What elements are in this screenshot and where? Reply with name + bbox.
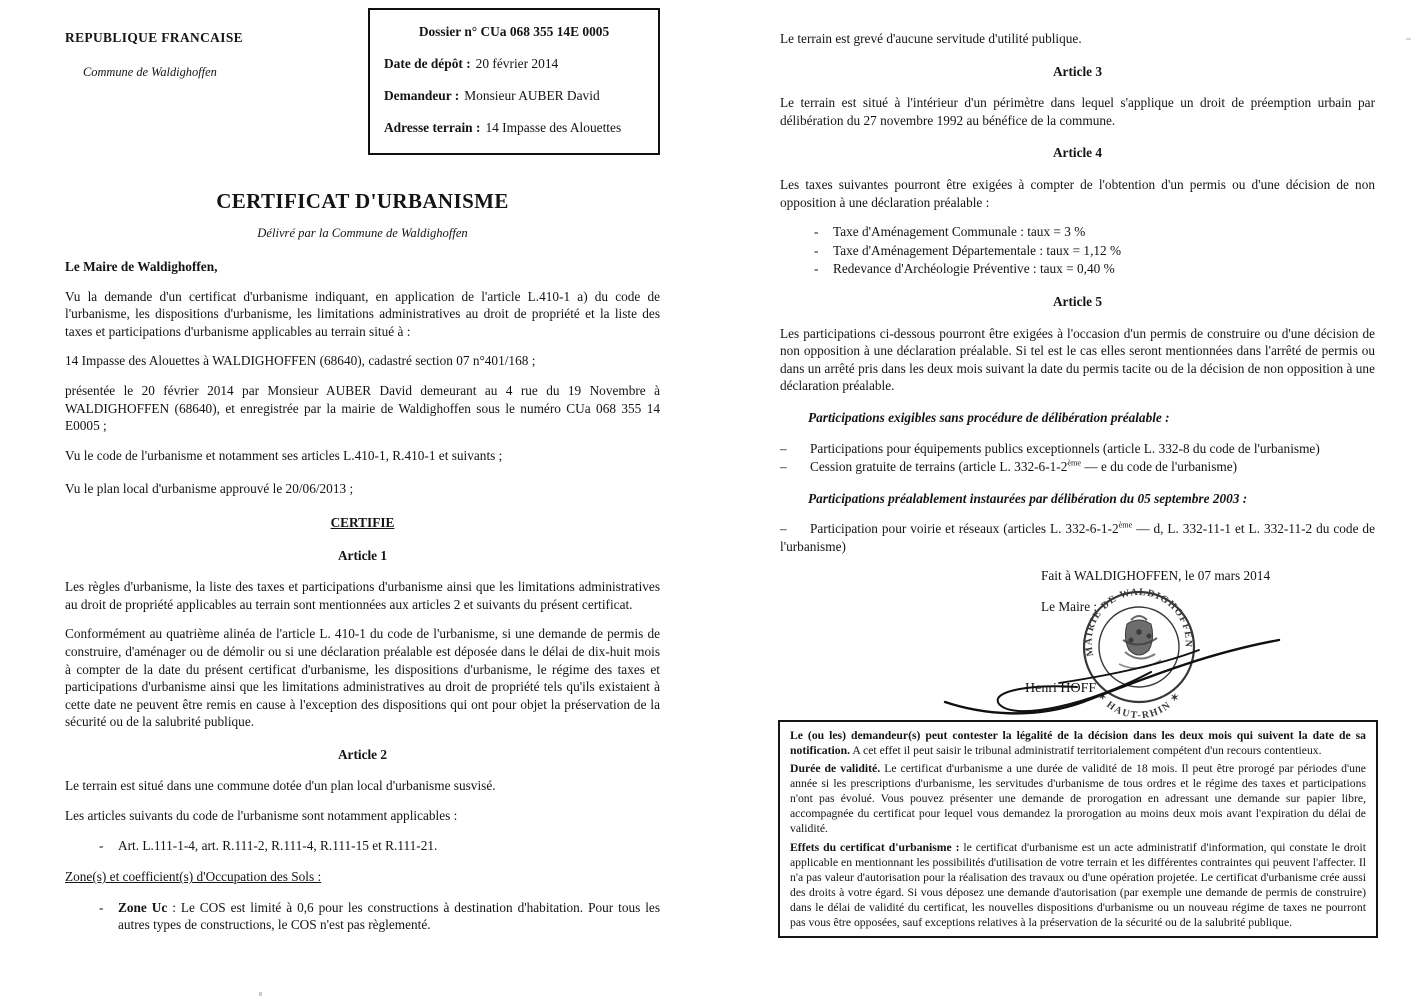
participation-item-voirie: [780, 520, 1375, 555]
republic-block: [65, 30, 325, 80]
zones-cos-heading: Zone(s) et coefficient(s) d'Occupation des Sols :: [65, 869, 322, 885]
date-depot-label: Date de dépôt :: [384, 56, 471, 71]
republic-heading: REPUBLIQUE FRANCAISE: [65, 30, 244, 45]
article4-paragraph: Les taxes suivantes pourront être exigées à compter de l'obtention d'un permis ou d'une décision de non opposition à une déclaration préalable :: [780, 176, 1375, 210]
article2-heading: Article 2: [337, 746, 388, 762]
dossier-info-box: [368, 8, 660, 155]
seal-ring-bottom-text: ✶ HAUT-RHIN ✶: [1094, 689, 1184, 722]
zone-uc-item: [65, 899, 660, 934]
demandeur-value: Monsieur AUBER David: [464, 88, 600, 103]
adresse-terrain-label: Adresse terrain :: [384, 120, 481, 135]
tax-item-text: Taxe d'Aménagement Départementale : taux = 1,12 %: [833, 242, 1122, 258]
articles-item-text: Art. L.111-1-4, art. R.111-2, R.111-4, R.111-15 et R.111-21.: [118, 837, 438, 853]
notice-contestation-paragraph: [790, 729, 1366, 759]
date-depot-value: 20 février 2014: [475, 56, 559, 71]
notice-contestation-bold: Le (ou les) demandeur(s) peut contester la légalité de la décision dans les deux mois qui suivent la date de sa notification.: [790, 728, 1366, 757]
endash-bullet: –: [780, 459, 787, 475]
dossier-number: Dossier n° CUa 068 355 14E 0005: [418, 24, 610, 39]
zone-uc-label: Zone Uc: [118, 899, 168, 915]
notice-effets-label: Effets du certificat d'urbanisme :: [790, 841, 960, 854]
paragraph-vu-plan: Vu le plan local d'urbanisme approuvé le 20/06/2013 ;: [65, 481, 354, 497]
participation-item-equipements: [780, 440, 1375, 458]
paragraph-terrain-adresse: 14 Impasse des Alouettes à WALDIGHOFFEN (68640), cadastré section 07 n°401/168 ;: [65, 353, 536, 369]
legal-notice-box: [778, 720, 1378, 939]
page-2: [711, 0, 1422, 1000]
notice-duree-paragraph: [790, 762, 1366, 837]
demandeur-label: Demandeur :: [384, 88, 460, 103]
participation-item-text-pre: Cession gratuite de terrains (article L. 332-6-1-2: [810, 459, 1068, 475]
dash-bullet: -: [99, 837, 104, 853]
paragraph-presentee: présentée le 20 février 2014 par Monsieur AUBER David demeurant au 4 rue du 19 Novembre à WALDIGHOFFEN (68640), et enregistrée par la mairie de Waldighoffen sous le numéro CUa 068 355 14 E0005 ;: [65, 382, 660, 434]
tax-item-departementale: [780, 242, 1375, 260]
adresse-terrain-value: 14 Impasse des Alouettes: [485, 120, 622, 135]
mayor-signature: [945, 640, 1279, 713]
article1-paragraph: Les règles d'urbanisme, la liste des taxes et participations d'urbanisme ainsi que les limitations administratives au droit de propriété applicables au terrain sont mentionnées aux articles 2 et suivants du présent certificat.: [65, 579, 660, 612]
scan-speck: [259, 992, 262, 996]
certifie-heading: CERTIFIE: [330, 514, 395, 530]
dossier-date-line: [384, 55, 644, 72]
dossier-adresse-line: [384, 119, 644, 136]
le-maire-line: Le Maire :: [1041, 599, 1098, 615]
fait-a-line: Fait à WALDIGHOFFEN, le 07 mars 2014: [1041, 568, 1271, 584]
page1-header: [65, 8, 660, 155]
articles-applicables-item: [65, 837, 660, 855]
notice-effets-paragraph: [790, 841, 1366, 930]
dash-bullet: -: [99, 899, 104, 915]
paragraph-vu-demande: Vu la demande d'un certificat d'urbanisme indiquant, en application de l'article L.410-1 a) du code de l'urbanisme, les dispositions d'urbanisme, les limitations administratives au droit de propriété et la liste des taxes et participations d'urbanisme applicables au terrain situé à :: [65, 288, 660, 339]
article1-heading: Article 1: [337, 547, 388, 563]
notice-duree-rest: Le certificat d'urbanisme a une durée de validité de 18 mois. Il peut être prorogé par périodes d'une année si les prescriptions d'urbanisme, les servitudes d'urbanisme de tous ordres et le régime des taxes et participations n'ont pas évolué. Vous pouvez présenter une demande de prorogation en adressant une demande sur papier libre, accompagnée du certificat pour lequel vous demandez la prorogation au moins deux mois avant l'expiration du délai de validité.: [790, 762, 1366, 836]
signer-name: Henri HOFF: [1025, 681, 1097, 696]
notice-effets-rest: le certificat d'urbanisme est un acte administratif d'information, qui constate le droit applicable en mentionnant les possibilités d'utilisation de votre terrain et les différentes contraintes qui peuvent l'affecter. Il n'a pas valeur d'autorisation pour la réalisation des travaux ou d'une opération projetée. Le certificat d'urbanisme crée aussi des droits à votre égard. Si vous déposez une demande d'autorisation (par exemple une demande de permis de construire) dans le délai de validité du certificat, les nouvelles dispositions d'urbanisme ou un nouveau régime de taxes ne pourront pas vous être opposées, sauf exceptions relatives à la préservation de la sécurité ou de la salubrité publique.: [790, 841, 1366, 929]
dossier-demandeur-line: [384, 87, 644, 104]
articles-applicables-paragraph: Les articles suivants du code de l'urbanisme sont notamment applicables :: [65, 808, 458, 824]
paragraph-servitude: Le terrain est grevé d'aucune servitude d'utilité publique.: [780, 31, 1082, 46]
document-title: CERTIFICAT D'URBANISME: [216, 189, 509, 213]
superscript-eme: ème: [1118, 520, 1133, 530]
notice-duree-label: Durée de validité.: [790, 762, 881, 776]
participation-item-text: Participations pour équipements publics exceptionnels (article L. 332-8 du code de l'urbanisme): [810, 440, 1320, 456]
superscript-eme: ème: [1067, 458, 1082, 468]
zone-uc-text: : Le COS est limité à 0,6 pour les constructions à destination d'habitation. Pour tous les autres types de constructions, le COS n'est pas règlementé.: [118, 899, 660, 933]
tax-item-communale: [780, 223, 1375, 241]
article5-heading: Article 5: [1052, 293, 1103, 309]
paragraph-conformement: Conformément au quatrième alinéa de l'article L. 410-1 du code de l'urbanisme, si une demande de permis de construire, d'aménager ou de démolir ou si une déclaration préalable est déposée dans le délai de dix-huit mois à compter de la date du présent certificat d'urbanisme, les dispositions d'urbanisme, le régime des taxes et participations d'urbanisme ainsi que les limitations administratives au droit de propriété tels qu'ils existaient à cette date ne peuvent être remis en cause à l'exception des dispositions qui ont pour objet la préservation de la sécurité ou de la salubrité publique.: [65, 626, 660, 730]
article4-heading: Article 4: [1052, 145, 1103, 161]
notice-contestation-rest: A cet effet il peut saisir le tribunal administratif territorialement compétent d'un recours contentieux.: [850, 743, 1322, 757]
salutation: Le Maire de Waldighoffen,: [65, 259, 218, 274]
participation-item-text-post: — d, L. 332-11-1 et L. 332-11-2 du code de l'urbanisme): [780, 521, 1375, 554]
endash-bullet: –: [780, 440, 787, 456]
article5-paragraph: Les participations ci-dessous pourront être exigées à l'occasion d'un permis de construire ou d'une décision de non opposition à une déclaration préalable. Si tel est le cas elles seront mentionnées dans l'arrêté de permis ou dans un arrêté pris dans les deux mois suivant la date du permis tacite ou de la décision de non opposition à une déclaration préalable.: [780, 325, 1375, 394]
article3-paragraph: Le terrain est situé à l'intérieur d'un périmètre dans lequel s'applique un droit de préemption urbain par délibération du 27 novembre 1992 au bénéfice de la commune.: [780, 95, 1375, 128]
seal-ring-top-text: MAIRIE DE WALDIGHOFFEN: [1083, 586, 1194, 658]
article2-terrain-paragraph: Le terrain est situé dans une commune dotée d'un plan local d'urbanisme susvisé.: [65, 778, 496, 794]
tax-item-text: Redevance d'Archéologie Préventive : taux = 0,40 %: [833, 261, 1115, 277]
dash-bullet: -: [814, 261, 819, 277]
seal-inner-ring: [1099, 607, 1179, 687]
participation-item-text-post: — e du code de l'urbanisme): [1081, 459, 1238, 475]
document-subtitle: Délivré par la Commune de Waldighoffen: [257, 226, 468, 240]
participation-item-text-pre: Participation pour voirie et réseaux (articles L. 332-6-1-2: [810, 521, 1119, 537]
participations-instaurees-heading: Participations préalablement instaurées par délibération du 05 septembre 2003 :: [808, 490, 1248, 506]
endash-bullet: –: [780, 521, 787, 537]
seal-coat-of-arms: [1119, 616, 1161, 668]
dash-bullet: -: [814, 242, 819, 258]
participations-exigibles-heading: Participations exigibles sans procédure de délibération préalable :: [808, 409, 1170, 425]
dash-bullet: -: [814, 224, 819, 240]
commune-subheading: Commune de Waldighoffen: [83, 65, 217, 79]
participation-item-cession: [780, 458, 1375, 476]
tax-item-archeologie: [780, 260, 1375, 278]
paragraph-vu-code: Vu le code de l'urbanisme et notamment ses articles L.410-1, R.410-1 et suivants ;: [65, 447, 503, 463]
scan-speck: [1406, 38, 1411, 40]
tax-item-text: Taxe d'Aménagement Communale : taux = 3 %: [833, 224, 1086, 240]
article3-heading: Article 3: [1052, 63, 1103, 79]
